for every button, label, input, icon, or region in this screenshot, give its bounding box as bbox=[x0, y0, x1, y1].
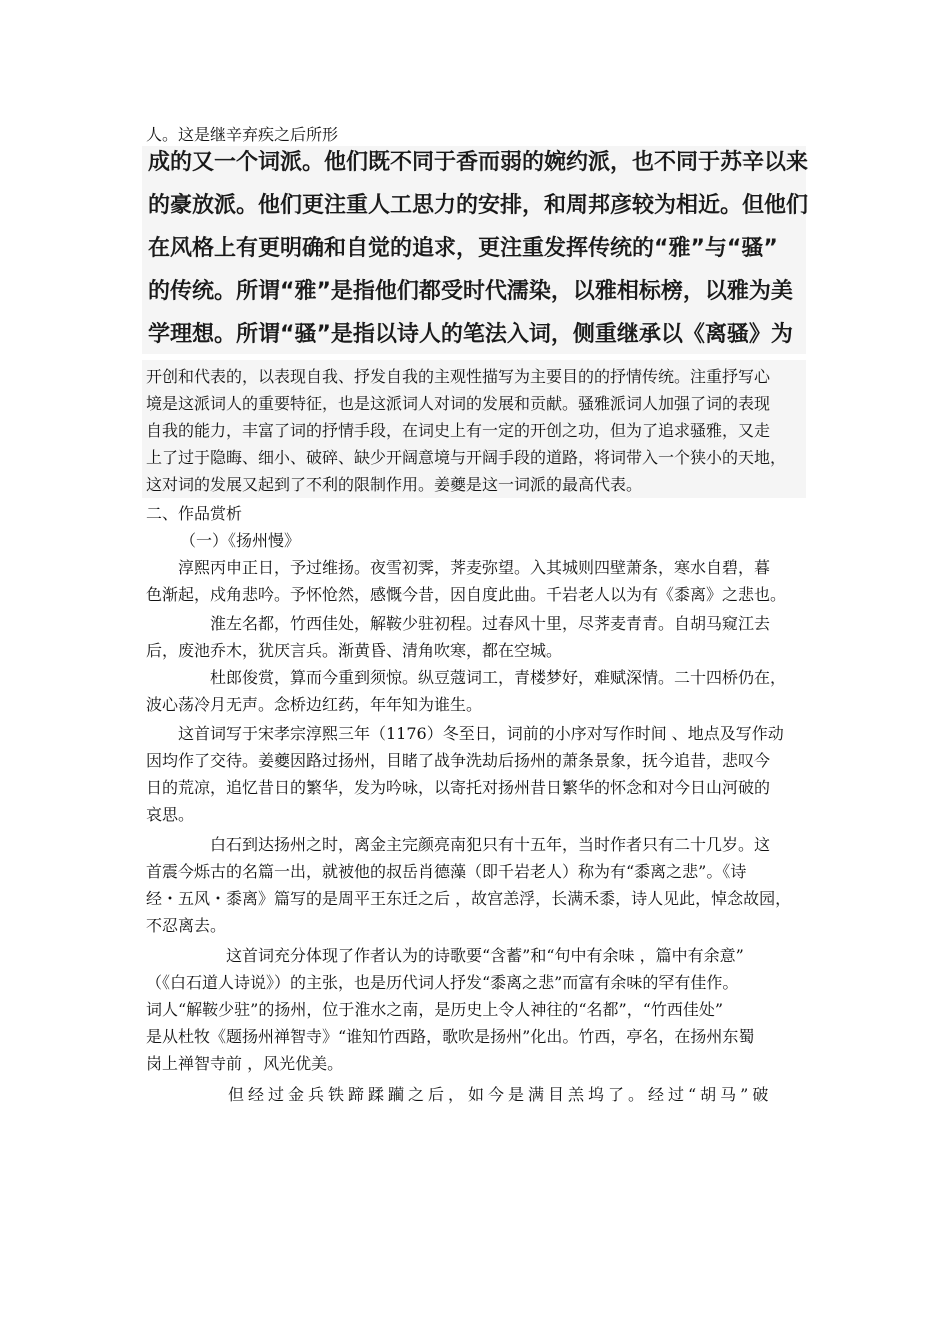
body-line: 开创和代表的，以表现自我、抒发自我的主观性描写为主要目的的抒情传统。注重抒写心 bbox=[146, 367, 771, 386]
image-text-line: 的豪放派。他们更注重人工思力的安排，和周邦彦较为相近。但他们 bbox=[148, 193, 809, 218]
image-text-line: 在风格上有更明确和自觉的追求，更注重发挥传统的“雅”与“骚” bbox=[148, 236, 778, 261]
commentary-line: 是从杜牧《题扬州禅智寺》“谁知竹西路，歌吹是扬州”化出。竹西，亭名，在扬州东蜀 bbox=[146, 1027, 755, 1046]
poem-stanza-line: 淮左名都，竹西佳处，解鞍少驻初程。过春风十里，尽荠麦青青。自胡马窥江去 bbox=[210, 614, 771, 633]
commentary-line: 但经过金兵铁蹄蹂躏之后，如今是满目羔坞了。经过“胡马”破 bbox=[228, 1085, 773, 1104]
image-text-line: 成的又一个词派。他们既不同于香而弱的婉约派，也不同于苏辛以来 bbox=[148, 150, 809, 175]
commentary-line: 这首词写于宋孝宗淳熙三年（1176）冬至日，词前的小序对写作时间 、地点及写作动 bbox=[178, 724, 784, 743]
intro-first-line: 人。这是继辛弃疾之后所形 bbox=[146, 125, 339, 144]
poem-title: （一）《扬州慢》 bbox=[180, 531, 301, 550]
commentary-line: 因均作了交待。姜夔因路过扬州，目睹了战争洗劫后扬州的萧条景象，抚今追昔，悲叹今 bbox=[146, 751, 771, 770]
poem-stanza-line: 波心荡冷月无声。念桥边红药，年年知为谁生。 bbox=[146, 695, 483, 714]
commentary-line: 哀思。 bbox=[146, 805, 195, 824]
image-text-line: 学理想。所谓“骚”是指以诗人的笔法入词，侧重继承以《离骚》为 bbox=[148, 322, 793, 347]
poem-preface-line: 淳熙丙申正日，予过维扬。夜雪初霁，荠麦弥望。入其城则四壁萧条，寒水自碧，暮 bbox=[178, 558, 771, 577]
commentary-line: 这首词充分体现了作者认为的诗歌要“含蓄”和“句中有余味 ，篇中有余意” bbox=[226, 946, 744, 965]
poem-stanza-line: 杜郎俊赏，算而今重到须惊。纵豆蔻词工，青楼梦好，难赋深情。二十四桥仍在， bbox=[210, 668, 787, 687]
commentary-line: 首震今烁古的名篇一出，就被他的叔岳肖德藻（即千岩老人）称为有“黍离之悲”。《诗 bbox=[146, 862, 747, 881]
commentary-line: 岗上禅智寺前 ，风光优美。 bbox=[146, 1054, 344, 1073]
commentary-line: （《白石道人诗说》）的主张，也是历代词人抒发“黍离之悲”而富有余味的罕有佳作。 bbox=[146, 973, 739, 992]
commentary-line: 不忍离去。 bbox=[146, 916, 227, 935]
body-line: 上了过于隐晦、细小、破碎、缺少开阔意境与开阔手段的道路，将词带入一个狭小的天地， bbox=[146, 448, 787, 467]
commentary-line: 经・五风・黍离》篇写的是周平王东迁之后 ，故宫恙浮，长满禾黍，诗人见此，悼念故园， bbox=[146, 889, 792, 908]
section-heading: 二、作品赏析 bbox=[146, 504, 243, 523]
body-line: 自我的能力，丰富了词的抒情手段，在词史上有一定的开创之功，但为了追求骚雅，又走 bbox=[146, 421, 771, 440]
body-line: 这对词的发展又起到了不利的限制作用。姜夔是这一词派的最高代表。 bbox=[146, 475, 643, 494]
commentary-line: 白石到达扬州之时，离金主完颜亮南犯只有十五年，当时作者只有二十几岁。这 bbox=[210, 835, 771, 854]
poem-preface-line: 色渐起，戍角悲吟。予怀怆然，感慨今昔，因自度此曲。千岩老人以为有《黍离》之悲也。 bbox=[146, 585, 787, 604]
commentary-line: 词人“解鞍少驻”的扬州，位于淮水之南，是历史上令人神往的“名都”，“竹西佳处” bbox=[146, 1000, 724, 1019]
poem-stanza-line: 后，废池乔木，犹厌言兵。渐黄昏、清角吹寒，都在空城。 bbox=[146, 641, 563, 660]
commentary-line: 日的荒凉，追忆昔日的繁华，发为吟咏，以寄托对扬州昔日繁华的怀念和对今日山河破的 bbox=[146, 778, 771, 797]
body-line: 境是这派词人的重要特征，也是这派词人对词的发展和贡献。骚雅派词人加强了词的表现 bbox=[146, 394, 771, 413]
image-text-line: 的传统。所谓“雅”是指他们都受时代濡染，以雅相标榜，以雅为美 bbox=[148, 279, 793, 304]
